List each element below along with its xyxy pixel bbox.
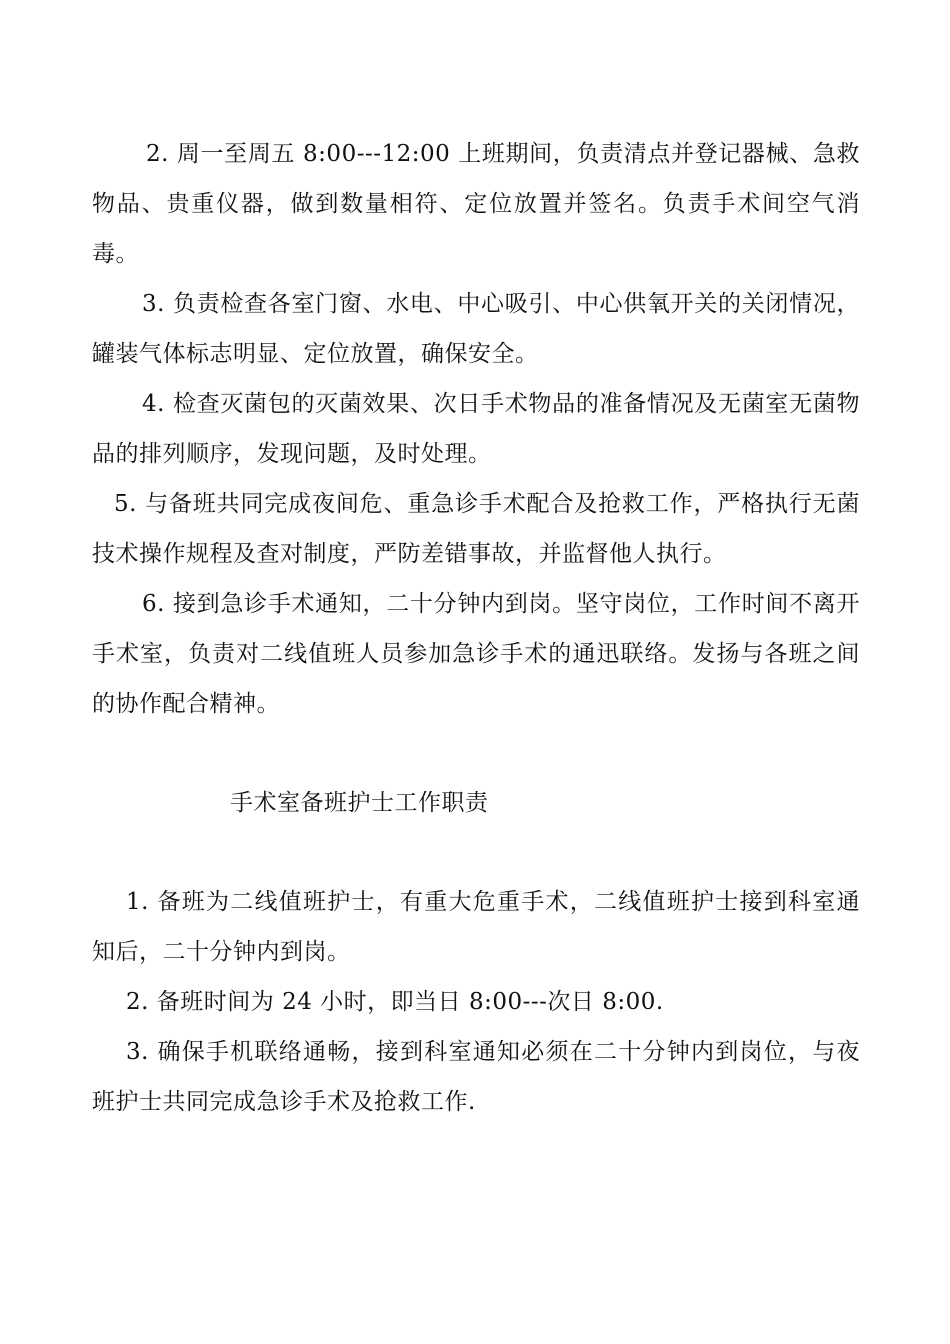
duty-item-6: 6. 接到急诊手术通知，二十分钟内到岗。坚守岗位，工作时间不离开手术室，负责对二线值班人员参加急诊手术的通迅联络。发扬与各班之间的协作配合精神。 xyxy=(92,591,860,717)
standby-item-2: 2. 备班时间为 24 小时，即当日 8:00---次日 8:00. xyxy=(126,989,664,1015)
duty-item-2: 2. 周一至周五 8:00---12:00 上班期间，负责清点并登记器械、急救物品、贵重仪器，做到数量相符、定位放置并签名。负责手术间空气消毒。 xyxy=(92,141,860,267)
duty-item-4: 4. 检查灭菌包的灭菌效果、次日手术物品的准备情况及无菌室无菌物品的排列顺序，发现问题，及时处理。 xyxy=(92,391,860,467)
standby-item-1: 1. 备班为二线值班护士，有重大危重手术，二线值班护士接到科室通知后，二十分钟内到岗。 xyxy=(92,889,860,965)
duty-item-5: 5. 与备班共同完成夜间危、重急诊手术配合及抢救工作，严格执行无菌技术操作规程及查对制度，严防差错事故，并监督他人执行。 xyxy=(92,491,860,567)
duty-item-3: 3. 负责检查各室门窗、水电、中心吸引、中心供氧开关的关闭情况，罐装气体标志明显、定位放置，确保安全。 xyxy=(92,291,860,367)
standby-item-3: 3. 确保手机联络通畅，接到科室通知必须在二十分钟内到岗位，与夜班护士共同完成急诊手术及抢救工作. xyxy=(92,1039,860,1115)
section-title: 手术室备班护士工作职责 xyxy=(230,790,489,816)
